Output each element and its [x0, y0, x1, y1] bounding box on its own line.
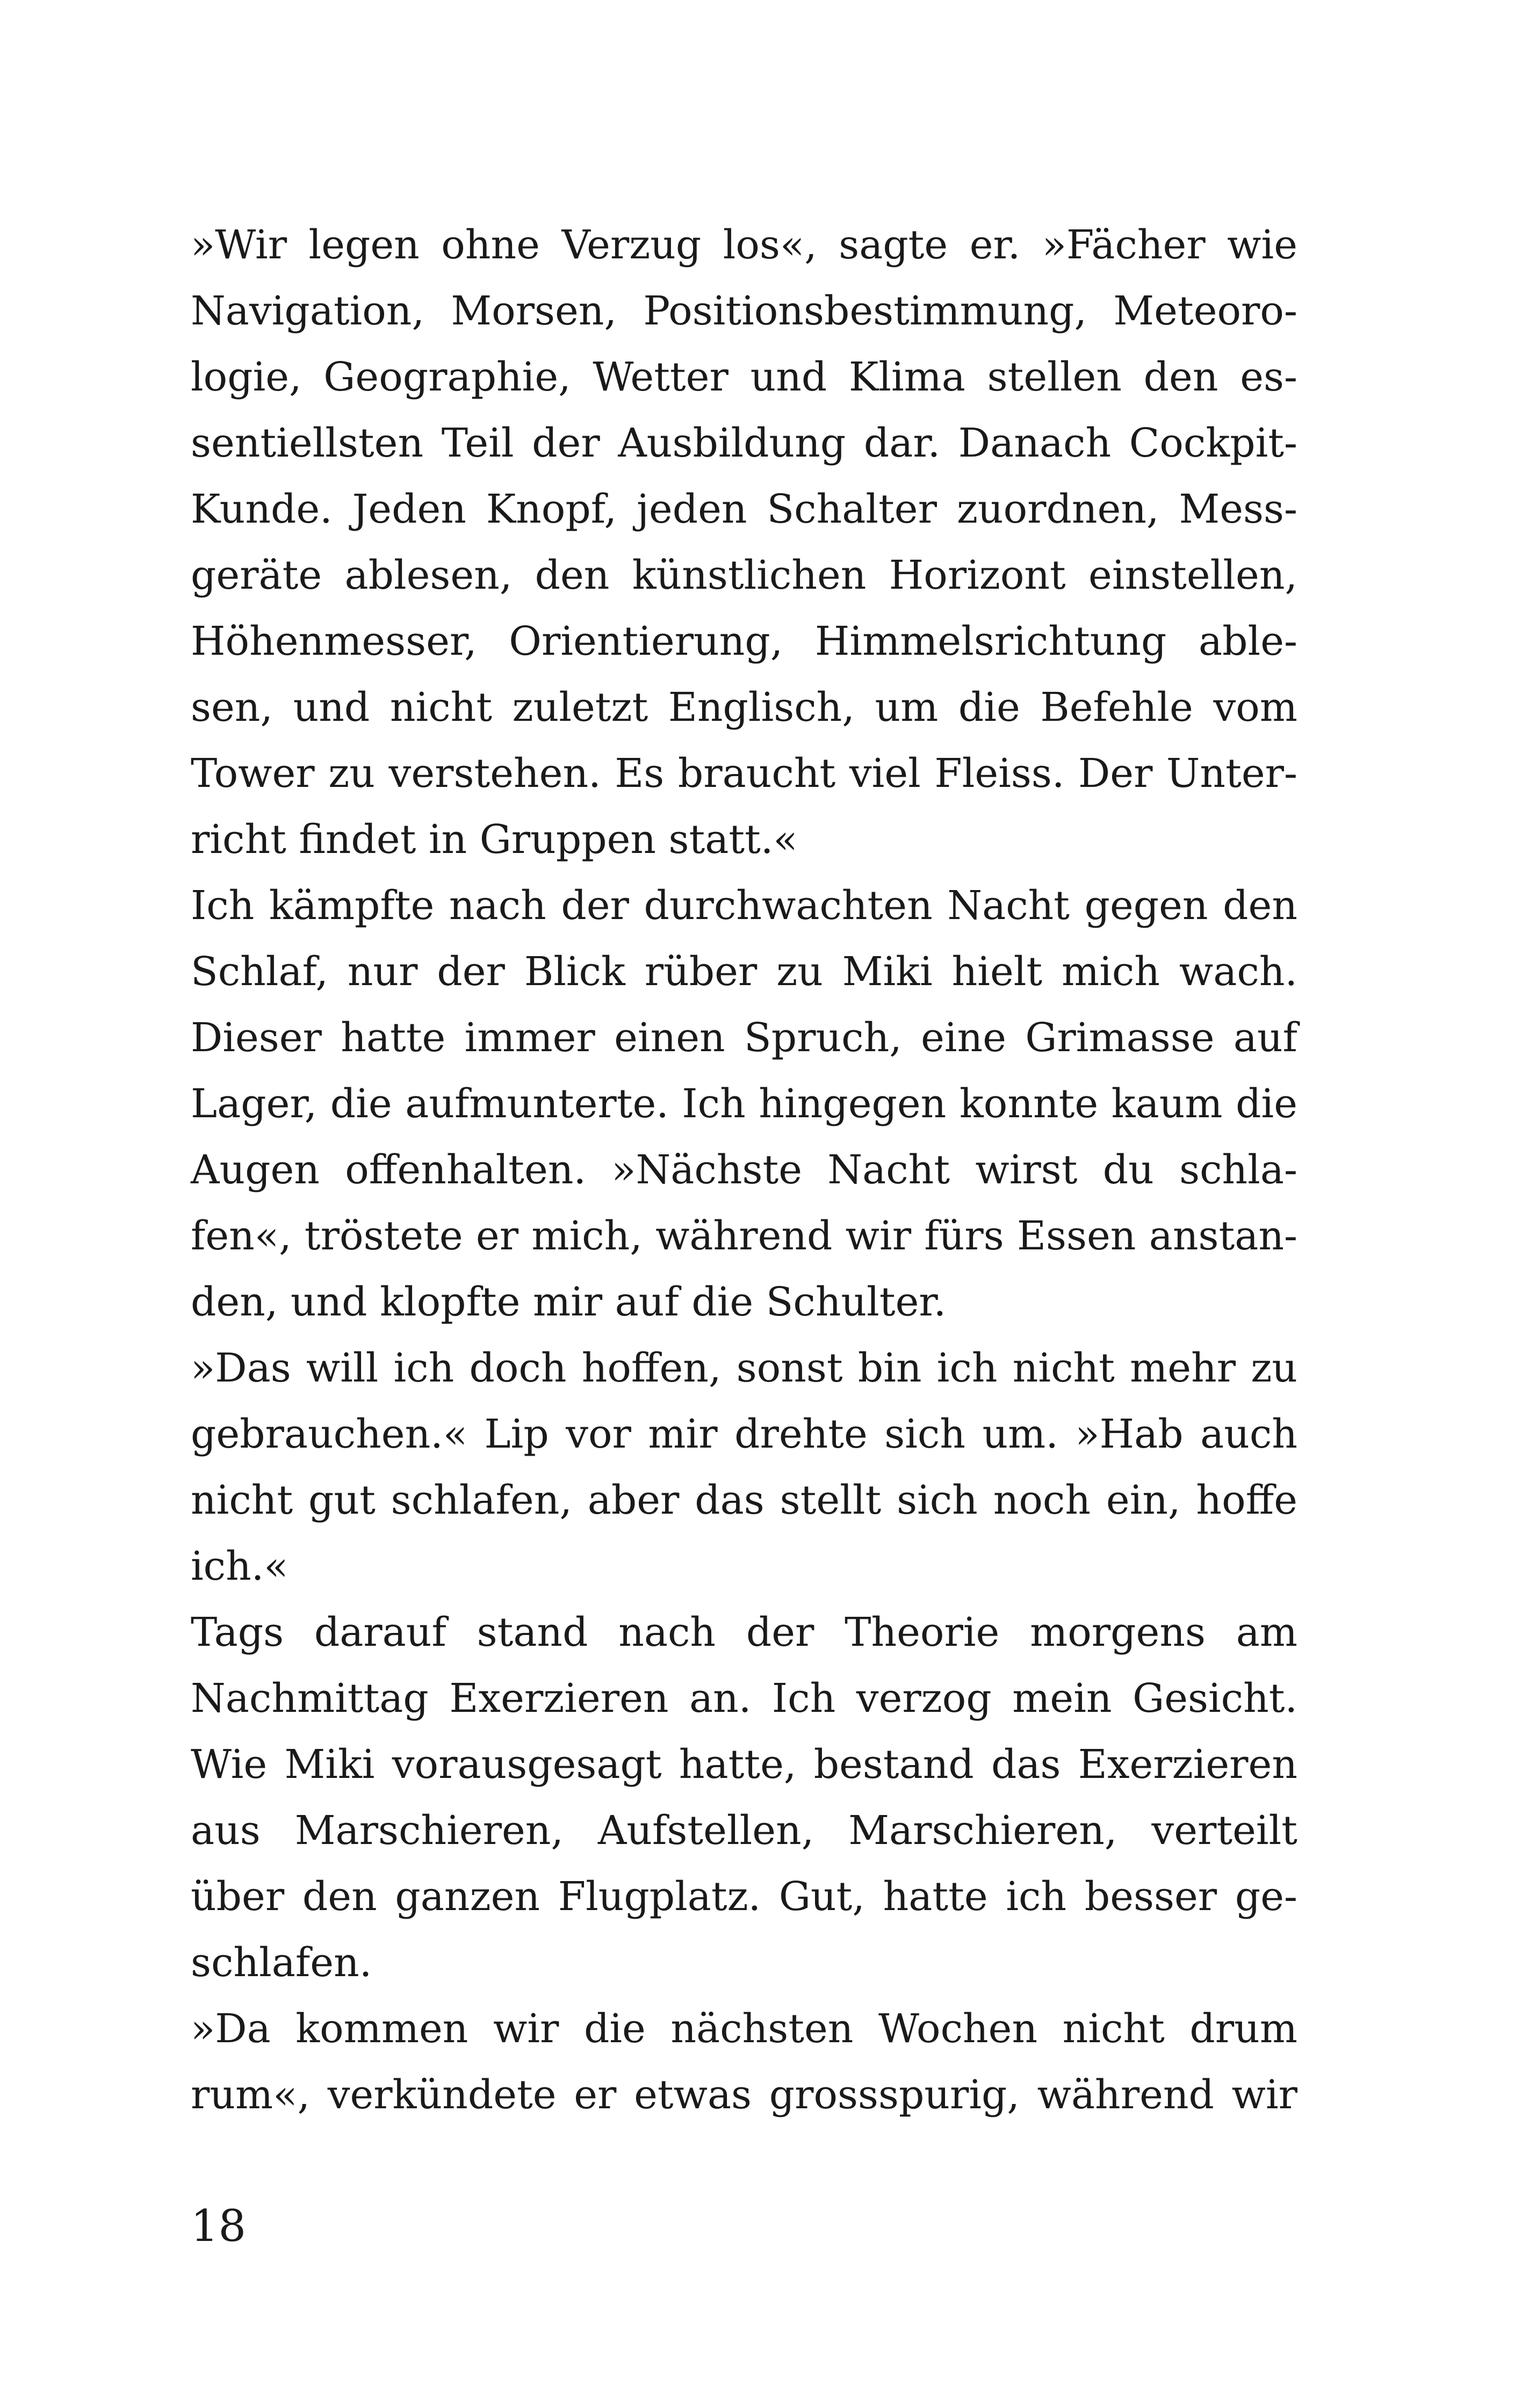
text-line: logie, Geographie, Wetter und Klima stellen den es-: [191, 354, 1297, 400]
text-line: sentiellsten Teil der Ausbildung dar. Danach Cockpit-: [191, 420, 1297, 466]
text-line: Augen offenhalten. »Nächste Nacht wirst du schla-: [191, 1147, 1297, 1193]
text-line: sen, und nicht zuletzt Englisch, um die Befehle vom: [191, 684, 1297, 731]
text-line: Navigation, Morsen, Positionsbestimmung, Meteoro-: [191, 288, 1297, 334]
text-line: Wie Miki vorausgesagt hatte, bestand das Exerzieren: [191, 1741, 1297, 1788]
text-line: richt findet in Gruppen statt.«: [191, 816, 798, 863]
text-line: Nachmittag Exerzieren an. Ich verzog mein Gesicht.: [191, 1675, 1297, 1722]
text-line: Ich kämpfte nach der durchwachten Nacht gegen den: [191, 883, 1297, 929]
text-line: »Da kommen wir die nächsten Wochen nicht drum: [191, 2006, 1297, 2052]
text-line: Lager, die aufmunterte. Ich hingegen konnte kaum die: [191, 1081, 1297, 1127]
text-line: fen«, tröstete er mich, während wir fürs Essen anstan-: [191, 1213, 1297, 1259]
text-line: geräte ablesen, den künstlichen Horizont einstellen,: [191, 552, 1297, 598]
text-line: gebrauchen.« Lip vor mir drehte sich um. »Hab auch: [191, 1411, 1297, 1457]
text-line: den, und klopfte mir auf die Schulter.: [191, 1279, 947, 1325]
text-line: Schlaf, nur der Blick rüber zu Miki hielt mich wach.: [191, 949, 1297, 995]
page-number: 18: [191, 2201, 247, 2252]
text-line: »Wir legen ohne Verzug los«, sagte er. »Fächer wie: [191, 222, 1297, 268]
text-line: nicht gut schlafen, aber das stellt sich noch ein, hoffe: [191, 1477, 1297, 1523]
text-line: über den ganzen Flugplatz. Gut, hatte ich besser ge-: [191, 1874, 1297, 1920]
text-line: ich.«: [191, 1543, 288, 1589]
text-line: Tags darauf stand nach der Theorie morgens am: [191, 1609, 1297, 1655]
text-line: Tower zu verstehen. Es braucht viel Fleiss. Der Unter-: [191, 750, 1297, 797]
text-line: Kunde. Jeden Knopf, jeden Schalter zuordnen, Mess-: [191, 486, 1297, 532]
text-line: schlafen.: [191, 1940, 372, 1986]
text-line: Dieser hatte immer einen Spruch, eine Grimasse auf: [191, 1015, 1297, 1061]
text-line: rum«, verkündete er etwas grossspurig, während wir: [191, 2072, 1297, 2118]
text-line: aus Marschieren, Aufstellen, Marschieren, verteilt: [191, 1807, 1297, 1854]
text-line: Höhenmesser, Orientierung, Himmelsrichtung able-: [191, 618, 1297, 664]
text-line: »Das will ich doch hoffen, sonst bin ich nicht mehr zu: [191, 1345, 1297, 1391]
body-text: [191, 212, 1297, 2128]
